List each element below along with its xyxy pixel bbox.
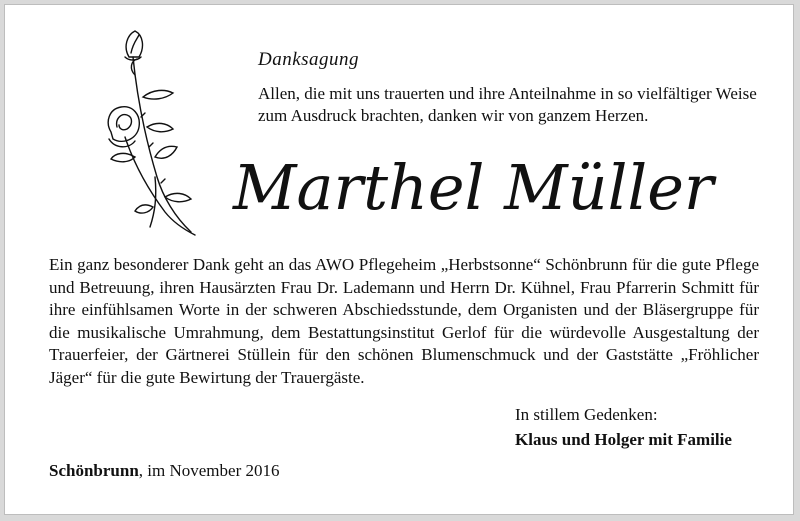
deceased-name: Marthel Müller: [233, 151, 714, 224]
date: , im November 2016: [138, 461, 280, 480]
rose-illustration-icon: [95, 27, 205, 237]
place-date: [49, 461, 279, 481]
thanks-heading: Danksagung: [258, 49, 360, 70]
thanks-body-text: Ein ganz besonderer Dank geht an das AWO Pflegeheim „Herbstsonne“ Schönbrunn für die gute Pflege und Betreuung, ihren Hausärzten Frau Dr. Lademann und Herrn Dr. Kühnel, Frau Pfarrerin Schmitt für ihre einfühlsamen Worte in der schweren Abschiedsstunde, dem Organisten und der Bläsergruppe für die musikalische Umrahmung, dem Bestattungsinstitut Gerlof für die würdevolle Ausgestaltung der Trauerfeier, der Gärtnerei Stüllein für den schönen Blumenschmuck und der Gaststätte „Fröhlicher Jäger“ für die gute Bewirtung der Trauergäste.: [49, 255, 759, 387]
regards-block: [515, 402, 732, 452]
place: Schönbrunn: [49, 461, 139, 480]
signers: Klaus und Holger mit Familie: [515, 430, 732, 449]
intro-text: Allen, die mit uns trauerten und ihre Anteilnahme in so vielfältiger Weise zum Ausdruck brachten, danken wir von ganzem Herzen.: [258, 84, 757, 125]
obituary-card: [4, 4, 794, 515]
regards-line: In stillem Gedenken:: [515, 405, 658, 424]
